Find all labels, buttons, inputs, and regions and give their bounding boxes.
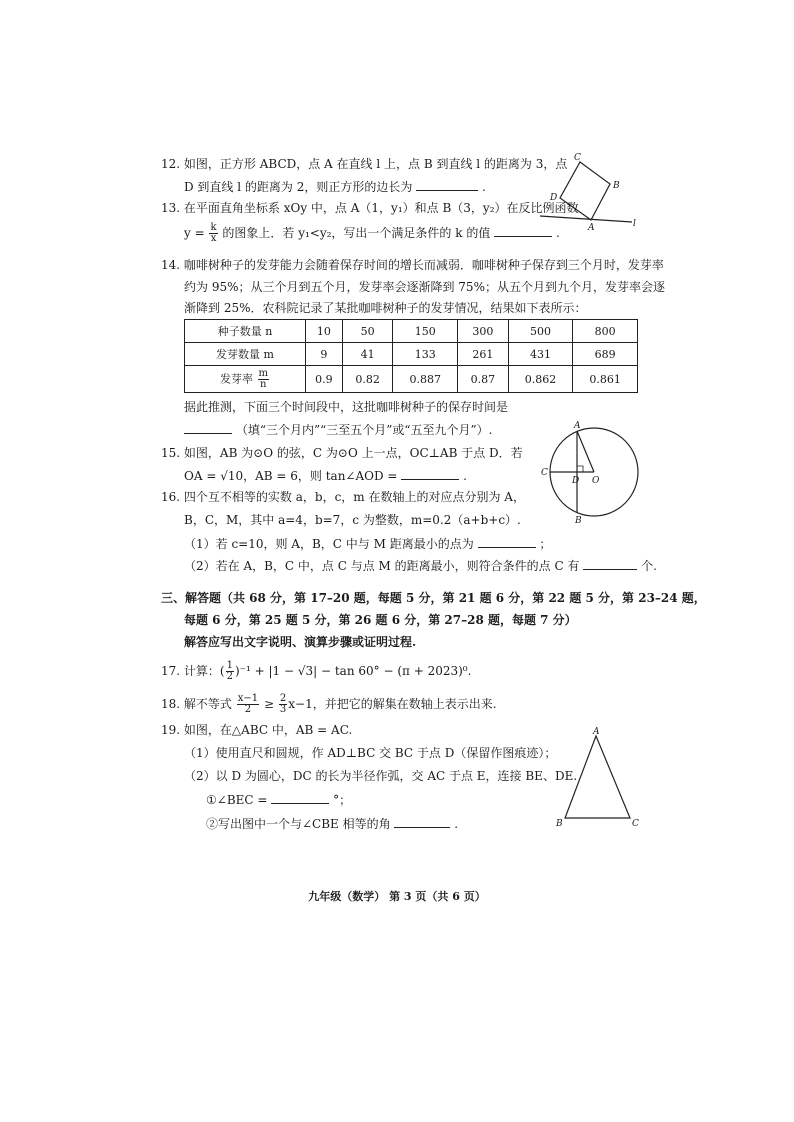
- table-cell: 0.887: [393, 366, 458, 393]
- q13-text-2: 的图象上．若 y₁<y₂，写出一个满足条件的 k 的值: [222, 226, 491, 240]
- rate-fraction: [258, 369, 269, 390]
- q19-sub1: （1）使用直尺和圆规，作 AD⊥BC 交 BC 于点 D（保留作图痕迹）；: [184, 746, 557, 760]
- q14-text-1: 咖啡树种子的发芽能力会随着保存时间的增长而减弱．咖啡树种子保存到三个月时，发芽率: [183, 258, 664, 272]
- q17-frac-num: 1: [226, 660, 233, 671]
- q15-text-1: 如图，AB 为⊙O 的弦，C 为⊙O 上一点，OC⊥AB 于点 D．若: [183, 446, 523, 460]
- table-cell: 0.9: [306, 366, 343, 393]
- q14-line2: 约为 95%；从三个月到五个月，发芽率会逐渐降到 75%；从五个月到九个月，发芽率会逐: [184, 280, 665, 294]
- q12-text-1: 如图，正方形 ABCD，点 A 在直线 l 上，点 B 到直线 l 的距离为 3，点: [183, 157, 568, 171]
- q14-line5: [184, 421, 492, 438]
- q16-line2: B，C，M，其中 a=4，b=7，c 为整数，m=0.2（a+b+c）.: [184, 513, 521, 527]
- q19-triangle-figure: [552, 726, 642, 829]
- q17-post: )⁻¹ + |1 − √3| − tan 60° − (π + 2023)⁰.: [234, 664, 472, 678]
- table-cell: 150: [393, 320, 458, 343]
- label-c: C: [574, 153, 581, 163]
- q13-end: .: [555, 226, 560, 240]
- q19-line1: [161, 722, 352, 738]
- q13-number: 13.: [161, 201, 181, 215]
- q16-text-1: 四个互不相等的实数 a，b，c，m 在数轴上的对应点分别为 A，: [183, 490, 525, 504]
- q15-end: .: [463, 469, 467, 483]
- q13-eq-pre: y =: [184, 226, 205, 240]
- table-row: [185, 366, 638, 393]
- q19-item1-text: ①∠BEC =: [206, 793, 268, 807]
- q14-line4: 据此推测，下面三个时间段中，这批咖啡树种子的保存时间是: [184, 400, 509, 414]
- q19-item2-blank[interactable]: [394, 815, 450, 828]
- page-footer: 九年级（数学） 第 3 页（共 6 页）: [308, 890, 486, 903]
- q15-number: 15.: [161, 446, 181, 460]
- table-cell: 0.82: [342, 366, 393, 393]
- q18-mid: ≥: [263, 697, 275, 711]
- q15-text-2: OA = √10，AB = 6，则 tan∠AOD =: [184, 469, 398, 483]
- table-cell: 261: [458, 343, 509, 366]
- q18-line: [161, 693, 497, 715]
- q16-sub2-text: （2）若在 A，B，C 中，点 C 与点 M 的距离最小，则符合条件的点 C 有: [184, 559, 580, 573]
- q17-frac-den: 2: [226, 671, 233, 682]
- label-c: C: [541, 468, 548, 478]
- q18-f1-num: x−1: [237, 693, 259, 704]
- q12-line1: [161, 156, 567, 172]
- rate-frac-num: m: [258, 367, 268, 379]
- q13-text-1: 在平面直角坐标系 xOy 中，点 A（1，y₁）和点 B（3，y₂）在反比例函数: [183, 201, 579, 215]
- q19-sub2: （2）以 D 为圆心，DC 的长为半径作弧，交 AC 于点 E，连接 BE、DE.: [184, 769, 578, 783]
- q19-item1-end: °；: [333, 793, 352, 807]
- q12-answer-blank[interactable]: [416, 178, 478, 191]
- table-cell: 800: [573, 320, 638, 343]
- right-angle-mark: [577, 466, 583, 472]
- q14-text-5: （填“三个月内”“三至五个月”或“五至九个月”）.: [235, 423, 493, 437]
- q14-number: 14.: [161, 258, 181, 272]
- table-cell: 9: [306, 343, 343, 366]
- q12-square-figure: [538, 150, 638, 233]
- table-cell: 0.87: [458, 366, 509, 393]
- label-o: O: [592, 476, 600, 486]
- label-d: D: [550, 193, 558, 203]
- q13-fraction: [209, 223, 217, 244]
- table-cell: 689: [573, 343, 638, 366]
- q13-frac-num: k: [210, 222, 217, 233]
- q18-pre: 解不等式: [183, 697, 232, 711]
- q19-number: 19.: [161, 723, 181, 737]
- q19-item2-end: .: [454, 817, 459, 831]
- table-cell: 133: [393, 343, 458, 366]
- q14-answer-blank[interactable]: [184, 421, 232, 434]
- label-b: B: [613, 181, 620, 191]
- q19-text-1: 如图，在△ABC 中，AB = AC.: [183, 723, 353, 737]
- q16-sub2: [184, 557, 657, 574]
- germination-table: [184, 319, 638, 393]
- q18-fraction-1: [237, 694, 259, 715]
- label-d: D: [572, 476, 580, 486]
- q15-line1: [161, 445, 523, 461]
- label-a: A: [593, 727, 600, 737]
- q19-item2: [206, 815, 458, 832]
- q15-circle-figure: [538, 422, 638, 526]
- q15-answer-blank[interactable]: [401, 467, 459, 480]
- label-l: l: [633, 219, 636, 229]
- section3-heading-1: 三、解答题（共 68 分，第 17–20 题，每题 5 分，第 21 题 6 分，第 22 题 5 分，第 23–24 题，: [161, 591, 706, 605]
- table-cell: 50: [342, 320, 393, 343]
- table-header-rate: [185, 366, 306, 393]
- label-b: B: [575, 516, 582, 526]
- label-a: A: [574, 421, 581, 431]
- q18-f2-num: 2: [279, 693, 287, 704]
- table-cell: 41: [342, 343, 393, 366]
- q13-line1: [161, 200, 579, 216]
- table-cell: 431: [508, 343, 573, 366]
- q18-number: 18.: [161, 697, 181, 711]
- q12-end: .: [482, 180, 486, 194]
- q19-item1-blank[interactable]: [271, 791, 329, 804]
- triangle-abc: [565, 736, 630, 818]
- q12-number: 12.: [161, 157, 181, 171]
- table-row: [185, 320, 638, 343]
- q17-number: 17.: [161, 664, 181, 678]
- q15-line2: [184, 467, 467, 484]
- table-cell: 0.861: [573, 366, 638, 393]
- q16-sub1-text: （1）若 c=10，则 A，B，C 中与 M 距离最小的点为: [184, 537, 474, 551]
- table-header-m: 发芽数量 m: [185, 343, 306, 366]
- q18-post: x−1，并把它的解集在数轴上表示出来.: [288, 697, 497, 711]
- label-b: B: [556, 819, 563, 829]
- q16-sub2-blank[interactable]: [583, 557, 637, 570]
- rate-frac-den: n: [260, 378, 267, 390]
- table-cell: 10: [306, 320, 343, 343]
- q16-sub1-end: ；: [539, 537, 552, 551]
- q14-line1: [161, 257, 664, 273]
- table-cell: 300: [458, 320, 509, 343]
- q16-sub2-end: 个.: [641, 559, 657, 573]
- q18-fraction-2: [279, 694, 287, 715]
- q16-number: 16.: [161, 490, 181, 504]
- table-cell: 500: [508, 320, 573, 343]
- q18-f2-den: 3: [279, 704, 287, 715]
- table-cell: 0.862: [508, 366, 573, 393]
- table-row: [185, 343, 638, 366]
- section3-heading-2: 每题 6 分，第 25 题 5 分，第 26 题 6 分，第 27–28 题，每题 7 分）: [184, 613, 577, 627]
- q12-line2: [184, 178, 486, 195]
- q18-f1-den: 2: [244, 704, 252, 715]
- q16-line1: [161, 489, 525, 505]
- label-c: C: [632, 819, 639, 829]
- q12-text-2: D 到直线 l 的距离为 2，则正方形的边长为: [184, 180, 413, 194]
- q14-line3: 渐降到 25%．农科院记录了某批咖啡树种子的发芽情况，结果如下表所示：: [184, 301, 587, 315]
- q16-sub1: [184, 535, 551, 552]
- section3-instructions: 解答应写出文字说明、演算步骤或证明过程.: [184, 635, 417, 649]
- q13-answer-blank[interactable]: [494, 224, 552, 237]
- table-header-n: 种子数量 n: [185, 320, 306, 343]
- q17-fraction: [226, 661, 234, 682]
- rate-label: 发芽率: [220, 372, 253, 385]
- label-a: A: [588, 223, 595, 233]
- q17-pre: 计算：(: [183, 664, 225, 678]
- q13-line2: [184, 223, 560, 244]
- q13-frac-den: x: [210, 233, 217, 244]
- q17-line: [161, 660, 471, 682]
- q16-sub1-blank[interactable]: [478, 535, 536, 548]
- q19-item2-text: ②写出图中一个与∠CBE 相等的角: [206, 817, 391, 831]
- q19-item1: [206, 791, 351, 808]
